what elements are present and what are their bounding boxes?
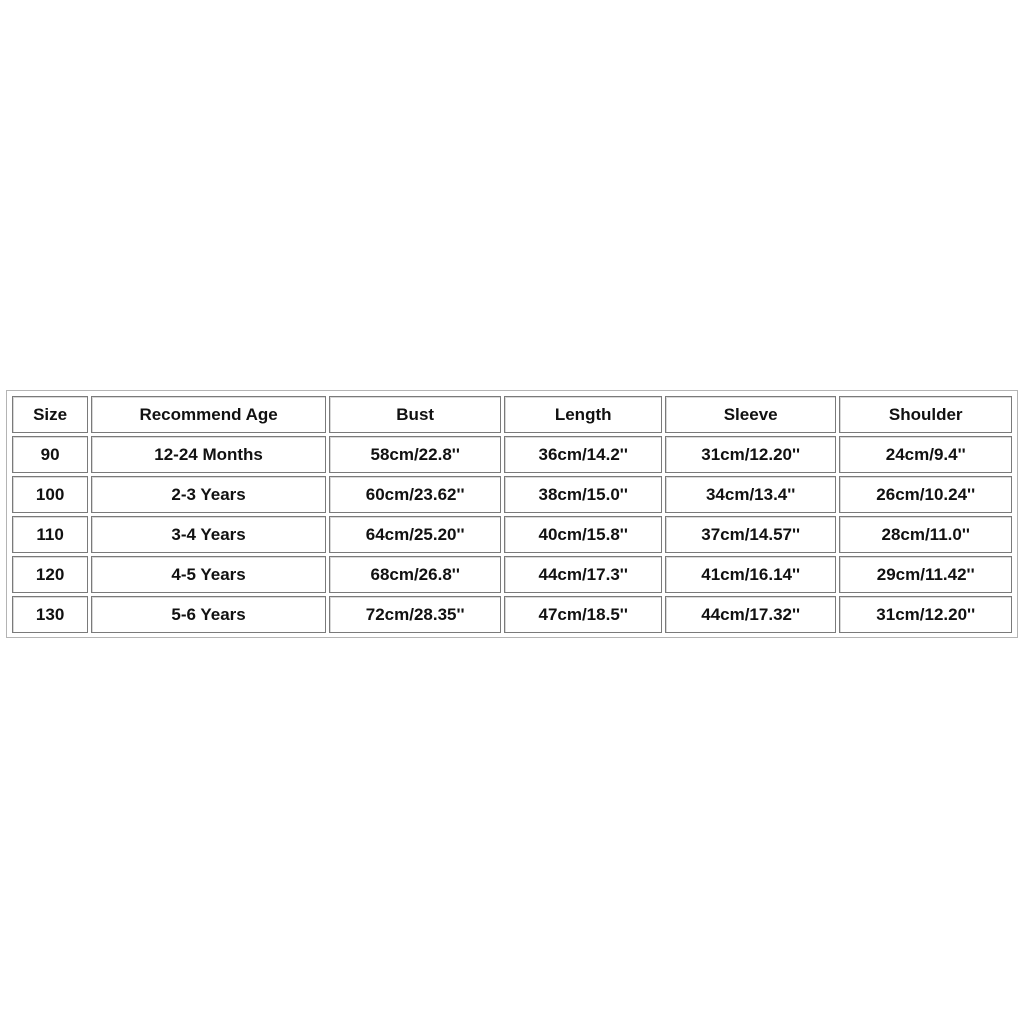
header-size: Size [12, 396, 88, 433]
cell-bust: 64cm/25.20'' [329, 516, 502, 553]
cell-shoulder: 31cm/12.20'' [839, 596, 1012, 633]
table-row [12, 516, 1012, 553]
cell-shoulder: 29cm/11.42'' [839, 556, 1012, 593]
table-row [12, 556, 1012, 593]
header-bust: Bust [329, 396, 502, 433]
cell-bust: 68cm/26.8'' [329, 556, 502, 593]
header-row [12, 396, 1012, 433]
cell-shoulder: 26cm/10.24'' [839, 476, 1012, 513]
cell-size: 90 [12, 436, 88, 473]
cell-recommend-age: 5-6 Years [91, 596, 326, 633]
cell-sleeve: 37cm/14.57'' [665, 516, 837, 553]
header-recommend-age: Recommend Age [91, 396, 326, 433]
cell-bust: 58cm/22.8'' [329, 436, 502, 473]
cell-size: 120 [12, 556, 88, 593]
cell-recommend-age: 4-5 Years [91, 556, 326, 593]
cell-length: 36cm/14.2'' [504, 436, 661, 473]
table-row [12, 596, 1012, 633]
header-shoulder: Shoulder [839, 396, 1012, 433]
cell-size: 130 [12, 596, 88, 633]
size-table [9, 393, 1015, 636]
table-row [12, 436, 1012, 473]
cell-sleeve: 44cm/17.32'' [665, 596, 837, 633]
cell-recommend-age: 3-4 Years [91, 516, 326, 553]
cell-bust: 60cm/23.62'' [329, 476, 502, 513]
cell-shoulder: 24cm/9.4'' [839, 436, 1012, 473]
size-chart [6, 390, 1018, 638]
cell-length: 44cm/17.3'' [504, 556, 661, 593]
cell-shoulder: 28cm/11.0'' [839, 516, 1012, 553]
cell-size: 100 [12, 476, 88, 513]
header-sleeve: Sleeve [665, 396, 837, 433]
cell-length: 47cm/18.5'' [504, 596, 661, 633]
cell-length: 38cm/15.0'' [504, 476, 661, 513]
cell-bust: 72cm/28.35'' [329, 596, 502, 633]
header-length: Length [504, 396, 661, 433]
cell-sleeve: 34cm/13.4'' [665, 476, 837, 513]
cell-recommend-age: 2-3 Years [91, 476, 326, 513]
cell-length: 40cm/15.8'' [504, 516, 661, 553]
cell-recommend-age: 12-24 Months [91, 436, 326, 473]
cell-size: 110 [12, 516, 88, 553]
cell-sleeve: 41cm/16.14'' [665, 556, 837, 593]
cell-sleeve: 31cm/12.20'' [665, 436, 837, 473]
table-row [12, 476, 1012, 513]
